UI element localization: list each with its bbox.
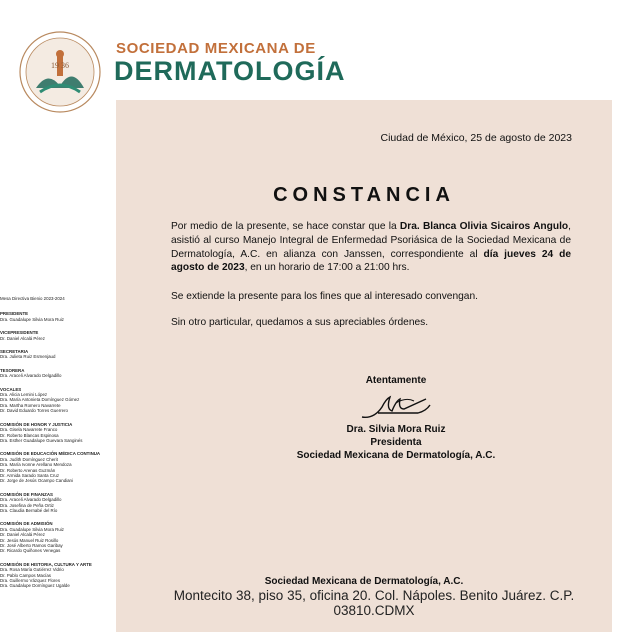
board-member: Dr. Ricardo Quiñones Venegas — [0, 548, 61, 554]
board-member: Dra. Esther Guadalupe Guevara Sanginés — [0, 437, 83, 443]
board-group — [0, 368, 118, 379]
signature-icon — [356, 389, 436, 423]
board-member: Dra. Guadalupe Silvia Mora Ruiz — [0, 526, 64, 532]
footer-address: Montecito 38, piso 35, oficina 20. Col. Nápoles. Benito Juárez. C.P. 03810.CDMX — [173, 588, 575, 618]
signer-role: Presidenta — [370, 437, 422, 448]
board-group — [0, 492, 118, 514]
p2-text-bold: al interesado convengan — [364, 291, 476, 302]
board-member: Dr. Roberto Arenas Guzmán — [0, 467, 56, 473]
board-group-title: VOCALES — [0, 386, 22, 392]
board-member: Dra. Araceli Alvarado Delgadillo — [0, 497, 62, 503]
paragraph-purpose — [171, 290, 571, 304]
p2-text-a: Se extiende la presente para los fines que — [171, 291, 365, 302]
board-group-title: COMISIÓN DE ADMISIÓN — [0, 521, 53, 527]
board-member: Dra. María Ivonne Arellano Mendoza — [0, 462, 72, 468]
signer-org: Sociedad Mexicana de Dermatología, A.C. — [296, 450, 496, 461]
board-member: Dr. Daniel Alcalá Pérez — [0, 532, 45, 538]
board-member: Dr. Pablo Campos Macías — [0, 572, 51, 578]
board-group — [0, 451, 118, 483]
event-date: día jueves 24 de agosto de 2023 — [171, 248, 571, 274]
board-member: Dra. Guadalupe Domínguez Ugalde — [0, 583, 70, 589]
p1-text-b: , asistió al curso Manejo Integral de Enfermedad Psoriásica de la Sociedad Mexicana de Dermatología, A.C. en alianza con Janssen, correspondiente al — [171, 221, 571, 260]
board-member: Dr. Jorge de Jesús Ocampo Candiani — [0, 478, 73, 484]
board-member: Dra. Guadalupe Silvia Mora Ruiz — [0, 316, 64, 322]
paragraph-attendance — [171, 220, 571, 275]
board-group — [0, 422, 118, 444]
board-group-title: SECRETARIA — [0, 349, 29, 355]
board-member: Dra. Josefina de Peña Ortiz — [0, 502, 54, 508]
org-name-line1: SOCIEDAD MEXICANA DE — [116, 40, 316, 57]
p1-text-c: , en un horario de 17:00 a 21:00 hrs. — [244, 262, 410, 274]
board-group-title: TESORERA — [0, 367, 25, 373]
board-member: Dra. Araceli Alvarado Delgadillo — [0, 373, 62, 379]
board-group — [0, 349, 118, 360]
board-member: Dra. Judith Domínguez Cherit — [0, 456, 58, 462]
signature-block — [236, 374, 556, 462]
signer-name: Dra. Silvia Mora Ruiz — [346, 424, 446, 435]
board-group-title: COMISIÓN DE HONOR Y JUSTICIA — [0, 421, 73, 427]
board-group-title: COMISIÓN DE FINANZAS — [0, 491, 53, 497]
board-group — [0, 387, 118, 414]
board-group — [0, 521, 118, 553]
attendee-name: Dra. Blanca Olivia Sicairos Angulo — [399, 221, 569, 232]
board-group-title: COMISIÓN DE HISTORIA, CULTURA Y ARTE — [0, 561, 92, 567]
board-member: Dra. Martha Romero Navarrete — [0, 402, 61, 408]
seal-year: 19 36 — [51, 61, 69, 70]
city-date: Ciudad de México, 25 de agosto de 2023 — [380, 132, 572, 144]
sign-off: Atentamente — [365, 375, 427, 386]
board-member: Dra. Gisela Navarrete Franco — [0, 427, 58, 433]
board-group-title: PRESIDENTE — [0, 311, 29, 317]
footer-org: Sociedad Mexicana de Dermatología, A.C. — [264, 576, 464, 587]
p1-text-a: Por medio de la presente, se hace constar que la — [171, 221, 400, 232]
board-period: Mesa Directiva Bienio 2023-2024 — [0, 296, 65, 301]
board-member: Dr. David Eduardo Torres Guerrero — [0, 408, 69, 414]
board-member: Dr. Armida Sarado Santa Cruz — [0, 472, 60, 478]
board-member: Dra. Claudia Bernabé del Río — [0, 507, 58, 513]
board-member: Dra. Julieta Ruiz Esmenjaud — [0, 354, 56, 360]
board-member: Dra. Alicia Lemini López — [0, 392, 48, 398]
board-member: Dra. María Antonieta Domínguez Gómez — [0, 397, 80, 403]
board-group-title: COMISIÓN DE EDUCACIÓN MÉDICA CONTINUA — [0, 451, 101, 457]
board-member: Dr. Daniel Alcalá Pérez — [0, 335, 45, 341]
letter-panel — [116, 100, 612, 632]
board-group — [0, 330, 118, 341]
p2-text-b: . — [475, 291, 478, 302]
board-member: Dr. Jesús Manuel Ruiz Rosillo — [0, 537, 59, 543]
board-member: Dra. Guillermo Vázquez Flores — [0, 578, 61, 584]
document-title: CONSTANCIA — [273, 184, 455, 206]
board-directory — [0, 296, 118, 597]
board-group — [0, 562, 118, 589]
board-member: Dr. José Alberto Ramos Garibay — [0, 543, 63, 548]
org-name-line2: DERMATOLOGÍA — [114, 56, 346, 86]
paragraph-closing: Sin otro particular, quedamos a sus apreciables órdenes. — [171, 317, 429, 328]
society-seal-icon — [18, 30, 102, 114]
board-group — [0, 311, 118, 322]
board-member: Dr. Roberto Blancas Espinosa — [0, 432, 59, 438]
board-member: Dra. Rosa María Gutiérrez Vidrio — [0, 567, 64, 573]
board-group-title: VICEPRESIDENTE — [0, 330, 39, 336]
